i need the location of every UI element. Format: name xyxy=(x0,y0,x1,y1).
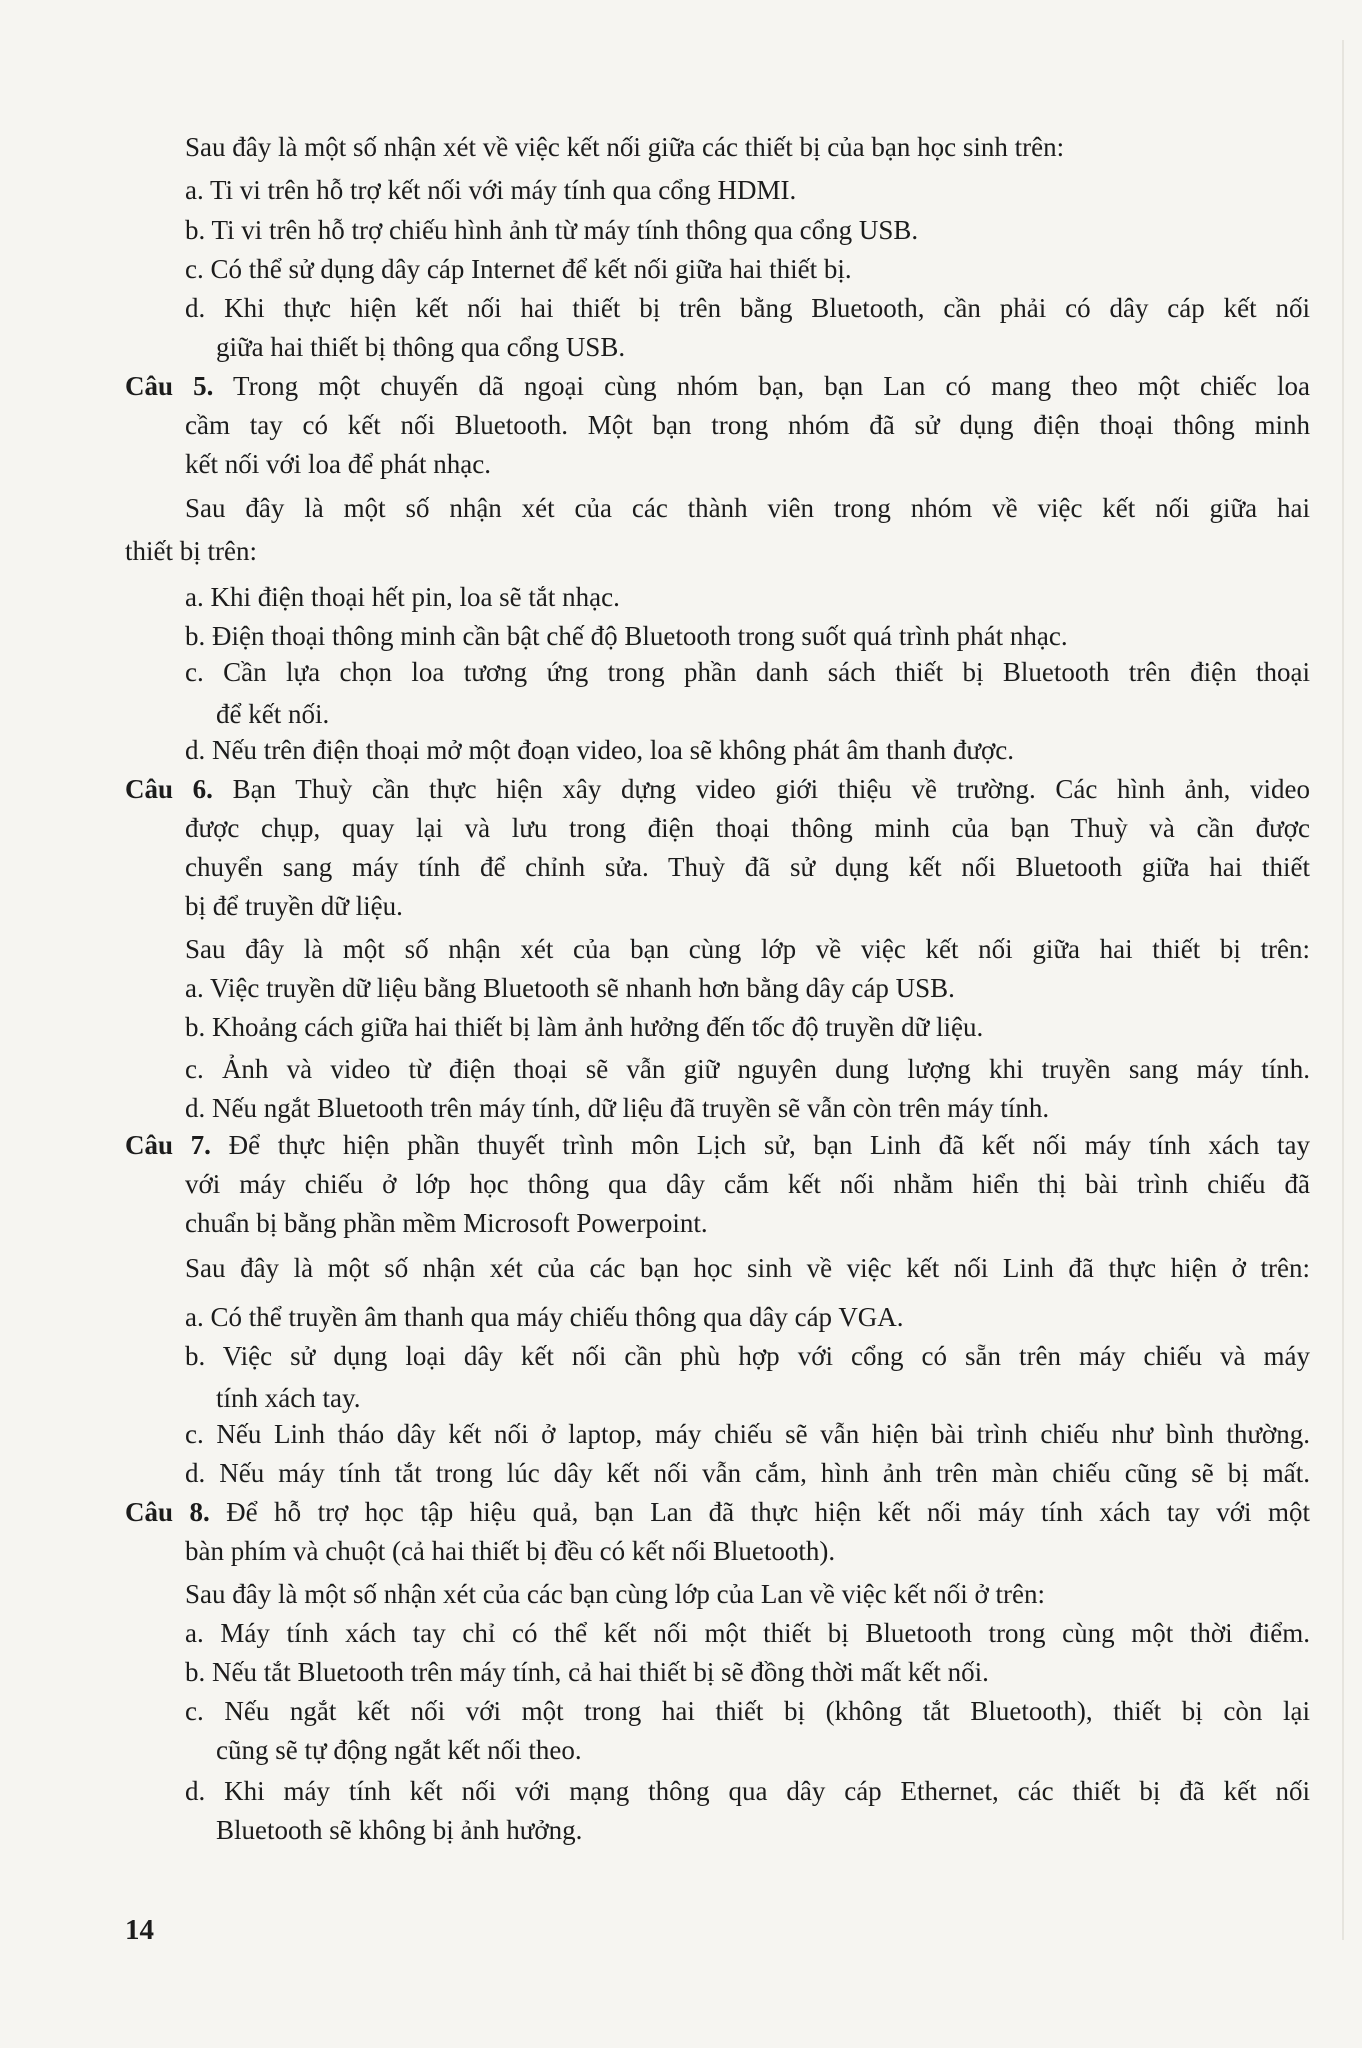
line-text: giữa hai thiết bị thông qua cổng USB. xyxy=(216,332,626,362)
line-text: Để thực hiện phần thuyết trình môn Lịch sử, bạn Linh đã kết nối máy tính xách tay xyxy=(210,1130,1310,1160)
line-text: a. Khi điện thoại hết pin, loa sẽ tắt nhạc. xyxy=(185,582,620,612)
line-text: d. Nếu ngắt Bluetooth trên máy tính, dữ liệu đã truyền sẽ vẫn còn trên máy tính. xyxy=(185,1093,1050,1123)
question-number: Câu 6. xyxy=(125,774,213,804)
line-text: a. Việc truyền dữ liệu bằng Bluetooth sẽ nhanh hơn bằng dây cáp USB. xyxy=(185,973,955,1003)
line-text: Sau đây là một số nhận xét của các bạn cùng lớp của Lan về việc kết nối ở trên: xyxy=(185,1579,1046,1609)
question-heading-line xyxy=(125,1492,1310,1532)
line-text: chuyển sang máy tính để chỉnh sửa. Thuỳ đã sử dụng kết nối Bluetooth giữa hai thiết xyxy=(185,852,1310,882)
text-line xyxy=(185,488,1310,528)
line-text: b. Điện thoại thông minh cần bật chế độ Bluetooth trong suốt quá trình phát nhạc. xyxy=(185,621,1068,651)
line-text: c. Ảnh và video từ điện thoại sẽ vẫn giữ nguyên dung lượng khi truyền sang máy tính. xyxy=(185,1054,1310,1084)
question-heading-line xyxy=(125,769,1310,809)
text-line xyxy=(185,1652,989,1692)
line-text: b. Việc sử dụng loại dây kết nối cần phù hợp với cổng có sẵn trên máy chiếu và máy xyxy=(185,1341,1310,1371)
line-text: a. Ti vi trên hỗ trợ kết nối với máy tính qua cổng HDMI. xyxy=(185,175,797,205)
text-line xyxy=(185,170,796,210)
text-line xyxy=(216,327,625,367)
text-line xyxy=(125,531,257,571)
line-text: chuẩn bị bằng phần mềm Microsoft Powerpoint. xyxy=(185,1208,708,1238)
question-number: Câu 5. xyxy=(125,371,214,401)
page-number: 14 xyxy=(125,1914,154,1946)
text-line xyxy=(185,210,918,250)
line-text: d. Khi thực hiện kết nối hai thiết bị trên bằng Bluetooth, cần phải có dây cáp kết nối xyxy=(185,293,1310,323)
line-text: tính xách tay. xyxy=(216,1383,361,1413)
text-line xyxy=(185,808,1310,848)
line-text: Sau đây là một số nhận xét của các thành viên trong nhóm về việc kết nối giữa hai xyxy=(185,493,1310,523)
text-line xyxy=(185,288,1310,328)
text-line xyxy=(185,444,491,484)
line-text: cầm tay có kết nối Bluetooth. Một bạn trong nhóm đã sử dụng điện thoại thông minh xyxy=(185,410,1310,440)
text-line xyxy=(185,730,1014,770)
line-text: d. Nếu trên điện thoại mở một đoạn video, loa sẽ không phát âm thanh được. xyxy=(185,735,1015,765)
text-line xyxy=(185,1691,1310,1731)
line-text: a. Máy tính xách tay chỉ có thể kết nối một thiết bị Bluetooth trong cùng một thời điểm. xyxy=(185,1618,1310,1648)
text-line xyxy=(185,1453,1310,1493)
line-text: Sau đây là một số nhận xét của các bạn học sinh về việc kết nối Linh đã thực hiện ở trên: xyxy=(185,1253,1310,1283)
line-text: Trong một chuyến dã ngoại cùng nhóm bạn, bạn Lan có mang theo một chiếc loa xyxy=(213,371,1310,401)
line-text: Để hỗ trợ học tập hiệu quả, bạn Lan đã thực hiện kết nối máy tính xách tay với một xyxy=(209,1497,1310,1527)
line-text: Sau đây là một số nhận xét của bạn cùng lớp về việc kết nối giữa hai thiết bị trên: xyxy=(185,934,1310,964)
line-text: d. Nếu máy tính tắt trong lúc dây kết nối vẫn cắm, hình ảnh trên màn chiếu cũng sẽ bị mất. xyxy=(185,1458,1310,1488)
text-line xyxy=(185,1248,1310,1288)
line-text: c. Có thể sử dụng dây cáp Internet để kết nối giữa hai thiết bị. xyxy=(185,254,852,284)
page-edge xyxy=(1342,40,1344,1940)
line-text: thiết bị trên: xyxy=(125,536,257,566)
line-text: bàn phím và chuột (cả hai thiết bị đều có kết nối Bluetooth). xyxy=(185,1536,836,1566)
text-line xyxy=(185,1007,983,1047)
line-text: để kết nối. xyxy=(216,699,330,729)
line-text: Sau đây là một số nhận xét về việc kết nối giữa các thiết bị của bạn học sinh trên: xyxy=(185,132,1065,162)
line-text: với máy chiếu ở lớp học thông qua dây cắm kết nối nhằm hiển thị bài trình chiếu đã xyxy=(185,1169,1310,1199)
text-line xyxy=(185,405,1310,445)
text-line xyxy=(185,616,1068,656)
line-text: Bluetooth sẽ không bị ảnh hưởng. xyxy=(216,1815,583,1845)
text-line xyxy=(216,694,329,734)
text-line xyxy=(216,1810,582,1850)
line-text: a. Có thể truyền âm thanh qua máy chiếu thông qua dây cáp VGA. xyxy=(185,1302,904,1332)
text-line xyxy=(185,1414,1310,1454)
question-heading-line xyxy=(125,366,1310,406)
text-line xyxy=(185,1164,1310,1204)
text-line xyxy=(185,968,955,1008)
text-line xyxy=(185,577,620,617)
line-text: cũng sẽ tự động ngắt kết nối theo. xyxy=(216,1735,582,1765)
text-line xyxy=(185,1203,708,1243)
text-line xyxy=(185,249,852,289)
text-line xyxy=(185,1049,1310,1089)
question-heading-line xyxy=(125,1125,1310,1165)
text-line xyxy=(185,1531,835,1571)
line-text: c. Nếu Linh tháo dây kết nối ở laptop, máy chiếu sẽ vẫn hiện bài trình chiếu như bình thường. xyxy=(185,1419,1310,1449)
text-line xyxy=(216,1378,360,1418)
text-line xyxy=(185,652,1310,692)
text-line xyxy=(216,1730,582,1770)
text-line xyxy=(185,1771,1310,1811)
line-text: d. Khi máy tính kết nối với mạng thông qua dây cáp Ethernet, các thiết bị đã kết nối xyxy=(185,1776,1310,1806)
line-text: b. Ti vi trên hỗ trợ chiếu hình ảnh từ máy tính thông qua cổng USB. xyxy=(185,215,919,245)
line-text: b. Khoảng cách giữa hai thiết bị làm ảnh hưởng đến tốc độ truyền dữ liệu. xyxy=(185,1012,984,1042)
text-line xyxy=(185,1088,1049,1128)
text-line xyxy=(185,1297,904,1337)
line-text: b. Nếu tắt Bluetooth trên máy tính, cả hai thiết bị sẽ đồng thời mất kết nối. xyxy=(185,1657,989,1687)
line-text: c. Nếu ngắt kết nối với một trong hai thiết bị (không tắt Bluetooth), thiết bị còn lại xyxy=(185,1696,1310,1726)
text-line xyxy=(185,1574,1045,1614)
line-text: Bạn Thuỳ cần thực hiện xây dựng video giới thiệu về trường. Các hình ảnh, video xyxy=(212,774,1310,804)
text-line xyxy=(185,847,1310,887)
question-number: Câu 7. xyxy=(125,1130,211,1160)
text-line xyxy=(185,886,403,926)
line-text: được chụp, quay lại và lưu trong điện thoại thông minh của bạn Thuỳ và cần được xyxy=(185,813,1310,843)
text-line xyxy=(185,1613,1310,1653)
text-line xyxy=(185,127,1064,167)
text-line xyxy=(185,1336,1310,1376)
line-text: c. Cần lựa chọn loa tương ứng trong phần danh sách thiết bị Bluetooth trên điện thoại xyxy=(185,657,1310,687)
text-line xyxy=(185,929,1310,969)
line-text: bị để truyền dữ liệu. xyxy=(185,891,403,921)
line-text: kết nối với loa để phát nhạc. xyxy=(185,449,491,479)
question-number: Câu 8. xyxy=(125,1497,210,1527)
